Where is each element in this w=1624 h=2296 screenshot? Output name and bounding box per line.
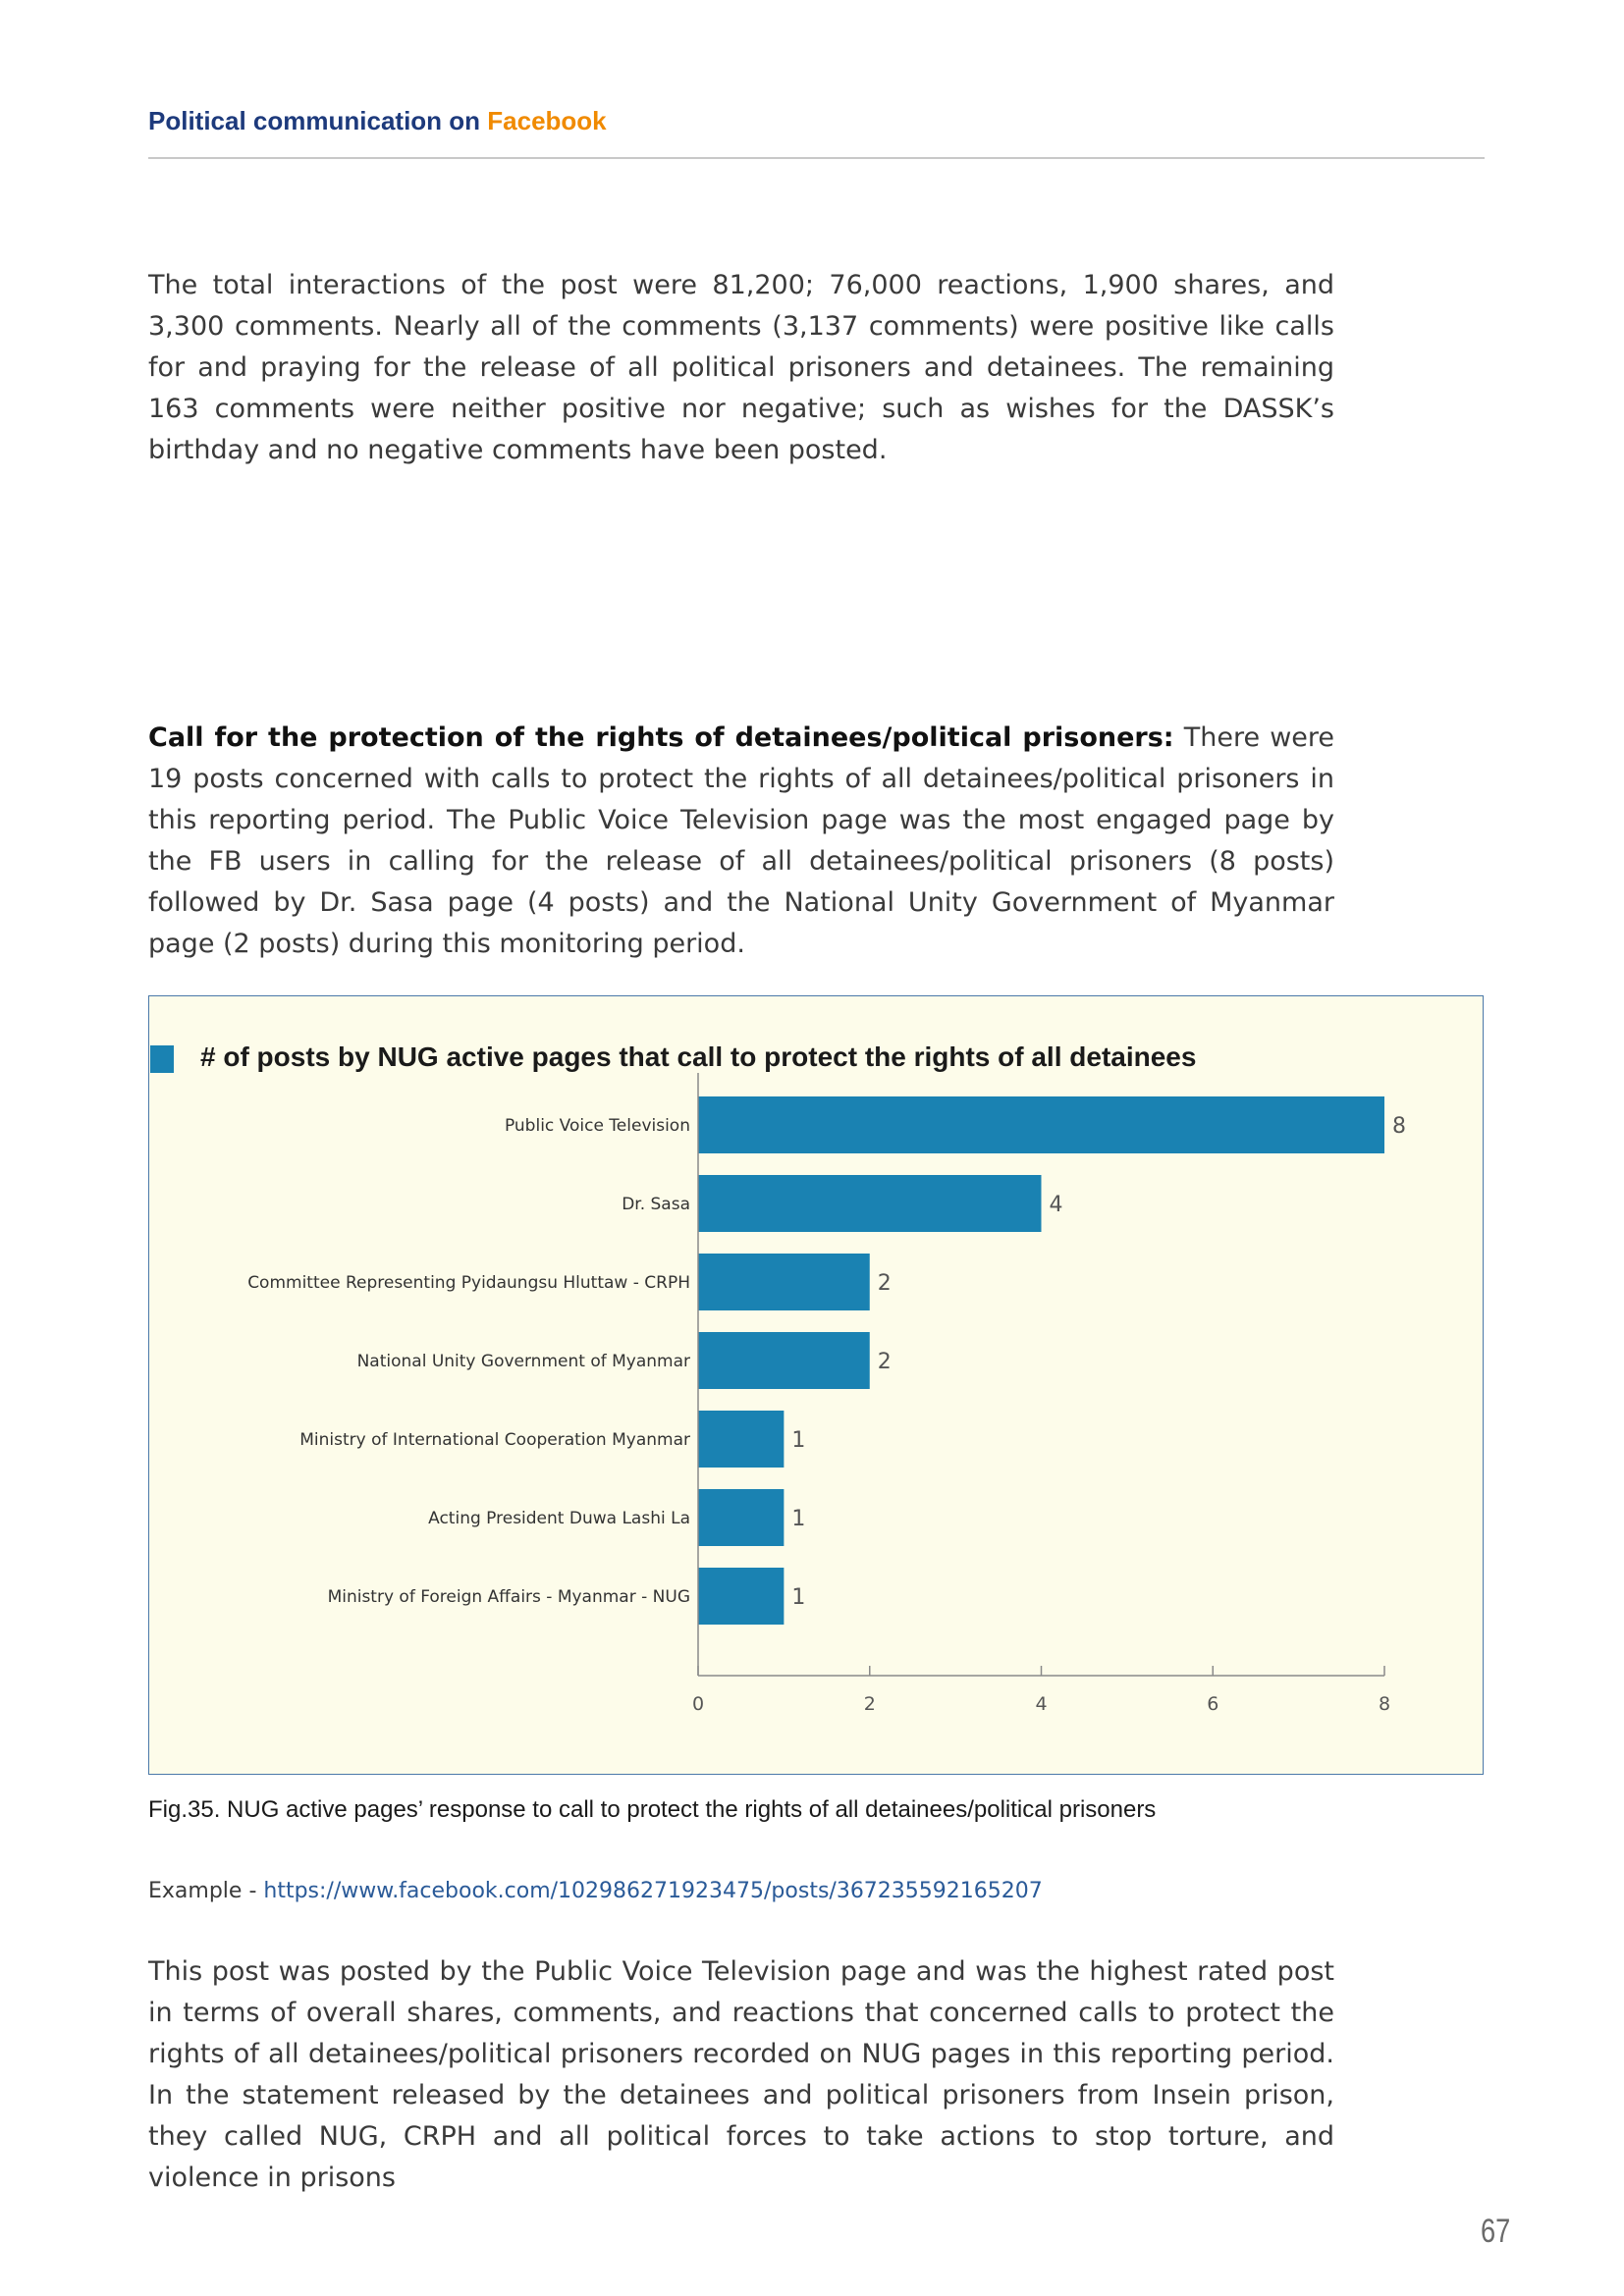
chart-bar xyxy=(698,1096,1384,1153)
paragraph-call-protection xyxy=(148,718,1334,965)
chart-bar xyxy=(698,1332,870,1389)
category-label: Ministry of Foreign Affairs - Myanmar - NUG xyxy=(327,1587,690,1607)
x-tick-label: 4 xyxy=(1035,1693,1048,1715)
paragraph-lead: Call for the protection of the rights of detainees/political prisoners: xyxy=(148,722,1174,753)
data-label: 2 xyxy=(877,1350,892,1374)
x-tick-label: 6 xyxy=(1207,1693,1219,1715)
x-tick-label: 8 xyxy=(1378,1693,1391,1715)
chart-bar xyxy=(698,1489,784,1546)
figure-caption: Fig.35. NUG active pages’ response to call to protect the rights of all detainees/political prisoners xyxy=(148,1796,1157,1823)
chart-bar xyxy=(698,1254,870,1310)
chart-bar xyxy=(698,1568,784,1625)
data-label: 1 xyxy=(791,1428,806,1453)
header-title-main: Political communication on xyxy=(148,106,488,135)
chart-panel xyxy=(148,995,1484,1775)
page-number: 67 xyxy=(1481,2213,1511,2250)
example-line xyxy=(148,1879,1043,1903)
x-tick-label: 2 xyxy=(863,1693,876,1715)
data-label: 8 xyxy=(1392,1114,1406,1139)
x-tick-label: 0 xyxy=(691,1693,705,1715)
page-header xyxy=(148,102,1485,159)
paragraph-post-description: This post was posted by the Public Voice Television page and was the highest rated post in terms of overall shares, comments, and reactions that concerned calls to protect the rights of all detainees/political prisoners recorded on NUG pages in this reporting period. In the statement released by the detainees and political prisoners from Insein prison, they called NUG, CRPH and all political forces to take actions to stop torture, and violence in prisons xyxy=(148,1956,1334,2193)
data-label: 4 xyxy=(1049,1193,1063,1217)
paragraph-body: There were 19 posts concerned with calls to protect the rights of all detainees/political prisoners in this reporting period. The Public Voice Television page was the most engaged page by the FB users in calling for the release of all detainees/political prisoners (8 posts) followed by Dr. Sasa page (4 posts) and the National Unity Government of Myanmar page (2 posts) during this monitoring period. xyxy=(148,722,1335,959)
example-link[interactable]: https://www.facebook.com/102986271923475/posts/367235592165207 xyxy=(263,1879,1043,1903)
data-label: 1 xyxy=(791,1507,806,1531)
category-label: Ministry of International Cooperation Myanmar xyxy=(299,1430,690,1450)
category-label: Committee Representing Pyidaungsu Hluttaw - CRPH xyxy=(247,1273,690,1293)
data-label: 1 xyxy=(791,1585,806,1610)
chart-bar xyxy=(698,1175,1042,1232)
example-label: Example - xyxy=(148,1879,264,1903)
data-label: 2 xyxy=(877,1271,892,1296)
category-label: National Unity Government of Myanmar xyxy=(356,1352,690,1371)
chart-title: # of posts by NUG active pages that call to protect the rights of all detainees xyxy=(200,1041,1197,1072)
bar-chart xyxy=(149,996,1483,1774)
paragraph-interactions: The total interactions of the post were 81,200; 76,000 reactions, 1,900 shares, and 3,300 comments. Nearly all of the comments (3,137 comments) were positive like calls for and praying for the release of all political prisoners and detainees. The remaining 163 comments were neither positive nor negative; such as wishes for the DASSK’s birthday and no negative comments have been posted. xyxy=(148,270,1334,465)
category-label: Acting President Duwa Lashi La xyxy=(428,1509,690,1528)
category-label: Dr. Sasa xyxy=(622,1195,690,1214)
chart-bar xyxy=(698,1411,784,1468)
header-title xyxy=(148,106,607,136)
header-title-accent: Facebook xyxy=(487,106,607,135)
category-label: Public Voice Television xyxy=(504,1116,690,1136)
